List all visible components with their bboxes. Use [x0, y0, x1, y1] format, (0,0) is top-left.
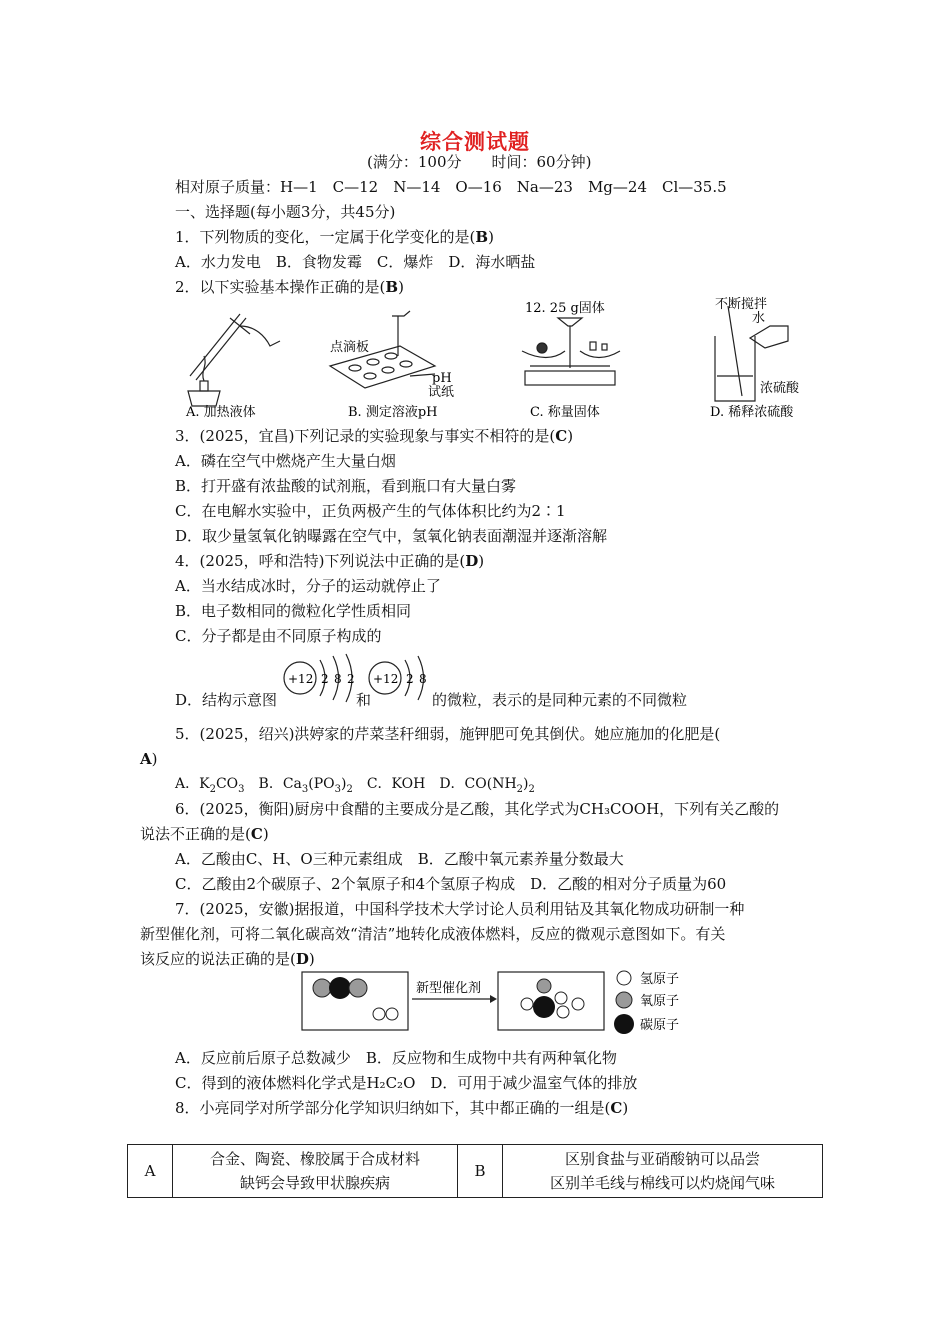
q8-table — [127, 1144, 823, 1198]
q8-answer: C — [610, 1099, 623, 1117]
q4-option-b: B．电子数相同的微粒化学性质相同 — [175, 602, 412, 620]
shell-1-3: 2 — [347, 672, 355, 686]
atom-structure-diagrams — [278, 652, 438, 708]
q3-stem: 3．(2025，宜昌)下列记录的实验现象与事实不相符的是(C) — [175, 427, 574, 445]
q2-answer: B — [385, 278, 399, 296]
score-time: (满分：100分 时间：60分钟) — [367, 153, 592, 171]
q1-stem: 1．下列物质的变化，一定属于化学变化的是(B) — [175, 228, 494, 246]
shell-2-2: 8 — [419, 672, 427, 686]
q7-options-ab: A．反应前后原子总数减少 B．反应物和生成物中共有两种氧化物 — [175, 1049, 617, 1067]
q3-option-d: D．取少量氢氧化钠曝露在空气中，氢氧化钠表面潮湿并逐渐溶解 — [175, 527, 608, 545]
option-a-label: A — [128, 1145, 173, 1198]
q6-options-cd: C．乙酸由2个碳原子、2个氧原子和4个氢原子构成 D．乙酸的相对分子质量为60 — [175, 875, 727, 893]
ph-label: pH — [432, 371, 452, 386]
shell-2-1: 2 — [406, 672, 414, 686]
option-a-content: 合金、陶瓷、橡胶属于合成材料 缺钙会导致甲状腺疾病 — [173, 1145, 458, 1198]
stir-label: 不断搅拌 — [715, 297, 768, 312]
shell-1-1: 2 — [321, 672, 329, 686]
q7-stem-3: 该反应的说法正确的是(D) — [140, 950, 315, 968]
plate-label: 点滴板 — [330, 340, 370, 355]
fig-d-caption: D. 稀释浓硫酸 — [710, 405, 794, 420]
atomic-mass: 相对原子质量：H—1 C—12 N—14 O—16 Na—23 Mg—24 Cl—35.5 — [175, 178, 727, 196]
q1-options: A．水力发电 B．食物发霉 C．爆炸 D．海水晒盐 — [175, 253, 536, 271]
q2-stem: 2．以下实验基本操作正确的是(B) — [175, 278, 404, 296]
legend-carbon: 碳原子 — [640, 1018, 680, 1033]
heating-liquid-figure — [188, 314, 280, 406]
section-heading: 一、选择题(每小题3分，共45分) — [175, 203, 396, 221]
shell-1-2: 8 — [334, 672, 342, 686]
q8-stem: 8．小亮同学对所学部分化学知识归纳如下，其中都正确的一组是(C) — [175, 1099, 629, 1117]
q3-option-b: B．打开盛有浓盐酸的试剂瓶，看到瓶口有大量白雾 — [175, 477, 517, 495]
q6-options-ab: A．乙酸由C、H、O三种元素组成 B．乙酸中氧元素养量分数最大 — [175, 850, 624, 868]
q2-figures — [170, 296, 810, 424]
page-title: 综合测试题 — [420, 129, 530, 154]
acid-label: 浓硫酸 — [760, 381, 800, 396]
q5-answer-line: A) — [140, 750, 158, 768]
q3-option-a: A．磷在空气中燃烧产生大量白烟 — [175, 452, 396, 470]
water-label: 水 — [752, 311, 766, 326]
table-row — [128, 1145, 823, 1198]
fig-c-caption: C. 称量固体 — [530, 405, 600, 420]
fig-a-caption: A. 加热液体 — [186, 405, 256, 420]
q4-option-d-and: 和 — [356, 691, 372, 709]
ph-paper-label: 试纸 — [428, 385, 455, 400]
q3-option-c: C．在电解水实验中，正负两极产生的气体体积比约为2∶1 — [175, 502, 566, 520]
solid-label: 12. 25 g固体 — [525, 301, 605, 316]
q4-option-c: C．分子都是由不同原子构成的 — [175, 627, 382, 645]
catalyst-label: 新型催化剂 — [416, 981, 482, 996]
nucleus-1: +12 — [288, 672, 314, 686]
q7-answer: D — [295, 950, 309, 968]
q4-option-d-text2: 的微粒，表示的是同种元素的不同微粒 — [432, 691, 688, 709]
q5-stem: 5．(2025，绍兴)洪婷家的芹菜茎秆细弱，施钾肥可免其倒伏。她应施加的化肥是( — [175, 725, 721, 743]
q4-option-d-text1: D．结构示意图 — [175, 691, 278, 709]
q4-answer: D — [465, 552, 479, 570]
q6-stem-1: 6．(2025，衡阳)厨房中食醋的主要成分是乙酸，其化学式为CH₃COOH，下列有关乙酸的 — [175, 800, 780, 818]
q6-stem-2: 说法不正确的是(C) — [140, 825, 269, 843]
option-b-content: 区别食盐与亚硝酸钠可以品尝 区别羊毛线与棉线可以灼烧闻气味 — [503, 1145, 823, 1198]
reaction-diagram — [300, 966, 690, 1038]
q7-stem-1: 7．(2025，安徽)据报道，中国科学技术大学讨论人员利用钴及其氧化物成功研制一种 — [175, 900, 745, 918]
nucleus-2: +12 — [373, 672, 399, 686]
fig-b-caption: B. 测定溶液pH — [348, 405, 438, 420]
q7-stem-2: 新型催化剂，可将二氧化碳高效“清洁”地转化成液体燃料，反应的微观示意图如下。有关 — [140, 925, 726, 943]
q1-answer: B — [475, 228, 489, 246]
q7-options-cd: C．得到的液体燃料化学式是H₂C₂O D．可用于减少温室气体的排放 — [175, 1074, 638, 1092]
legend-hydrogen: 氢原子 — [640, 972, 680, 987]
q4-stem: 4．(2025，呼和浩特)下列说法中正确的是(D) — [175, 552, 485, 570]
q5-options: A．$K_2CO_3$ B．$Ca_3(PO_3)_2$ C．KOH D．$CO(NH_2)_2$ — [175, 776, 535, 795]
q5-answer: A — [140, 750, 152, 768]
balance-figure — [522, 318, 620, 385]
q3-answer: C — [555, 427, 568, 445]
legend-oxygen: 氧原子 — [640, 994, 680, 1009]
q4-option-a: A．当水结成冰时，分子的运动就停止了 — [175, 577, 441, 595]
q6-answer: C — [250, 825, 263, 843]
option-b-label: B — [458, 1145, 503, 1198]
